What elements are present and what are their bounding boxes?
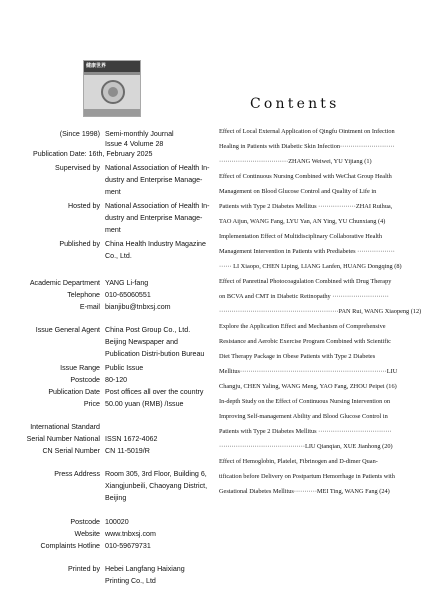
email-row [0, 301, 220, 313]
cn-label: CN Serial Number [42, 447, 100, 455]
toc-line[interactable]: Explore the Application Effect and Mechanism of Comprehensive [219, 323, 386, 330]
hotline-row [0, 540, 220, 552]
dept-row [0, 277, 220, 289]
published-row [0, 238, 220, 262]
agent-value: China Post Group Co., Ltd. Beijing Newspaper and Publication Distri-bution Bureau [105, 326, 205, 358]
dept-label: Academic Department [29, 279, 100, 287]
postcode2-row [0, 516, 220, 528]
cover-masthead: 健康世界 [84, 61, 140, 72]
postcode1-row [0, 374, 220, 386]
since-label: (Since 1998) [59, 130, 100, 138]
toc-line[interactable]: Diet Therapy Package in Obese Patients with Type 2 Diabetes [219, 353, 376, 360]
toc-line[interactable]: TAO Aijun, WANG Fang, LYU Yan, AN Ying, YU Chunxiang (4) [219, 218, 386, 225]
issue-row [0, 138, 220, 148]
toc-line[interactable]: Gestational Diabetes Mellitus···········MEI Ting, WANG Fang (24) [219, 488, 390, 495]
toc-line[interactable]: ·········································LIU Qianqian, XUE Jianhong (20) [219, 443, 393, 450]
hotline-label: Complaints Hotline [40, 542, 100, 550]
pubdate-row [0, 148, 220, 160]
issn-value: ISSN 1672-4062 [105, 435, 158, 443]
toc-line[interactable]: ·························································PAN Rui, WANG Xiaopeng (12) [219, 308, 422, 315]
toc-line[interactable]: Effect of Continuous Nursing Combined with WeChat Group Health [219, 173, 392, 180]
hosted-label: Hosted by [68, 202, 100, 210]
press-value: Room 305, 3rd Floor, Building 6, Xiangjunbeili, Chaoyang District, Beijing [105, 470, 208, 502]
range-value: Public Issue [105, 364, 144, 372]
toc-line[interactable]: Effect of Hemoglobin, Platelet, Fibrinogen and D-dimer Quan- [219, 458, 378, 465]
hosted-value: National Association of Health In-dustry and Enterprise Manage-ment [105, 202, 210, 234]
cn-row [0, 445, 220, 457]
since-row [0, 128, 220, 138]
tel-row [0, 289, 220, 301]
toc-line[interactable]: Mellitus······································································LIU [219, 368, 398, 375]
price-value: 50.00 yuan (RMB) /Issue [105, 400, 184, 408]
toc-line[interactable]: In-depth Study on the Effect of Continuous Nursing Intervention on [219, 398, 391, 405]
pubplace-value: Post offices all over the country [105, 388, 204, 396]
hotline-value: 010-59679731 [105, 542, 151, 550]
toc-line[interactable]: Implementation Effect of Multidisciplinary Collaborative Health [219, 233, 383, 240]
intl-row [0, 421, 220, 433]
issn-row [0, 433, 220, 445]
press-label: Press Address [54, 470, 100, 478]
tel-value: 010-65060551 [105, 291, 151, 299]
agent-row [0, 324, 220, 360]
toc-line[interactable]: Changju, CHEN Yaling, WANG Meng, YAO Fang, ZHOU Peipei (16) [219, 383, 397, 390]
range-row [0, 362, 220, 374]
published-label: Published by [59, 240, 100, 248]
toc-line[interactable]: Effect of Local External Application of Qingfu Ointment on Infection [219, 128, 395, 135]
cover-thumbnail [83, 60, 141, 117]
website-row [0, 528, 220, 540]
postcode1-label: Postcode [70, 376, 100, 384]
cover-stripe [84, 72, 140, 75]
website-label: Website [74, 530, 100, 538]
email-label: E-mail [79, 303, 100, 311]
toc-line[interactable]: Patients with Type 2 Diabetes Mellitus ··································· [219, 428, 392, 435]
price-row [0, 398, 220, 410]
journal-info [0, 128, 220, 587]
supervised-value: National Association of Health In-dustry and Enterprise Manage-ment [105, 164, 210, 196]
toc-line[interactable]: Improving Self-management Ability and Blood Glucose Control in [219, 413, 388, 420]
printed-label: Printed by [68, 565, 100, 573]
toc-line[interactable]: tification before Delivery on Postpartum Hemorrhage in Patients with [219, 473, 395, 480]
tel-label: Telephone [67, 291, 100, 299]
price-label: Price [83, 400, 100, 408]
contents-list [219, 124, 422, 499]
email-value[interactable]: bianjibu@tnbxsj.com [105, 303, 171, 311]
issue-value: Issue 4 Volume 28 [105, 140, 164, 148]
toc-line[interactable]: Healing in Patients with Diabetic Skin Infection·························· [219, 143, 395, 150]
postcode1-value: 80-120 [105, 376, 128, 384]
postcode2-value: 100020 [105, 518, 129, 526]
postcode2-label: Postcode [70, 518, 100, 526]
toc-line[interactable]: Patients with Type 2 Diabetes Mellitus ··················ZHAI Ruihua, [219, 203, 393, 210]
printed-value: Hebei Langfang Haixiang Printing Co., Ltd [105, 565, 185, 585]
frequency-value: Semi-monthly Journal [105, 130, 174, 138]
agent-label: Issue General Agent [35, 326, 100, 334]
website-value[interactable]: www.tnbxsj.com [105, 530, 156, 538]
toc-line[interactable]: Management Intervention in Patients with Prediabetes ·················· [219, 248, 395, 255]
toc-line[interactable]: ······ LI Xiaopo, CHEN Liping, LIANG Lanfen, HUANG Dongqing (8) [219, 263, 402, 270]
printed-row [0, 563, 220, 587]
published-value: China Health Industry Magazine Co., Ltd. [105, 240, 206, 260]
toc-line[interactable]: Management on Blood Glucose Control and Quality of Life in [219, 188, 377, 195]
pubplace-row [0, 386, 220, 398]
supervised-label: Supervised by [55, 164, 100, 172]
hosted-row [0, 200, 220, 236]
cover-footer-band [84, 109, 140, 116]
pubplace-label: Publication Date [48, 388, 100, 396]
dept-value: YANG Li-fang [105, 279, 149, 287]
toc-line[interactable]: ·································ZHANG Weiwei, YU Yijiang (1) [219, 158, 372, 165]
seal-emblem-icon [101, 80, 125, 104]
press-row [0, 468, 220, 516]
contents-heading: Contents [250, 96, 340, 112]
toc-line[interactable]: Effect of Panretinal Photocoagulation Combined with Drug Therapy [219, 278, 392, 285]
supervised-row [0, 162, 220, 198]
intl-label: International Standard [30, 423, 100, 431]
cn-value: CN 11-5019/R [105, 447, 150, 455]
toc-line[interactable]: on BCVA and CMT in Diabetic Retinopathy ··························· [219, 293, 389, 300]
toc-line[interactable]: Resistance and Aerobic Exercise Program Combined with Scientific [219, 338, 391, 345]
issn-label: Serial Number National [26, 435, 100, 443]
range-label: Issue Range [60, 364, 100, 372]
pubdate-text: Publication Date: 16th, February 2025 [33, 150, 153, 158]
